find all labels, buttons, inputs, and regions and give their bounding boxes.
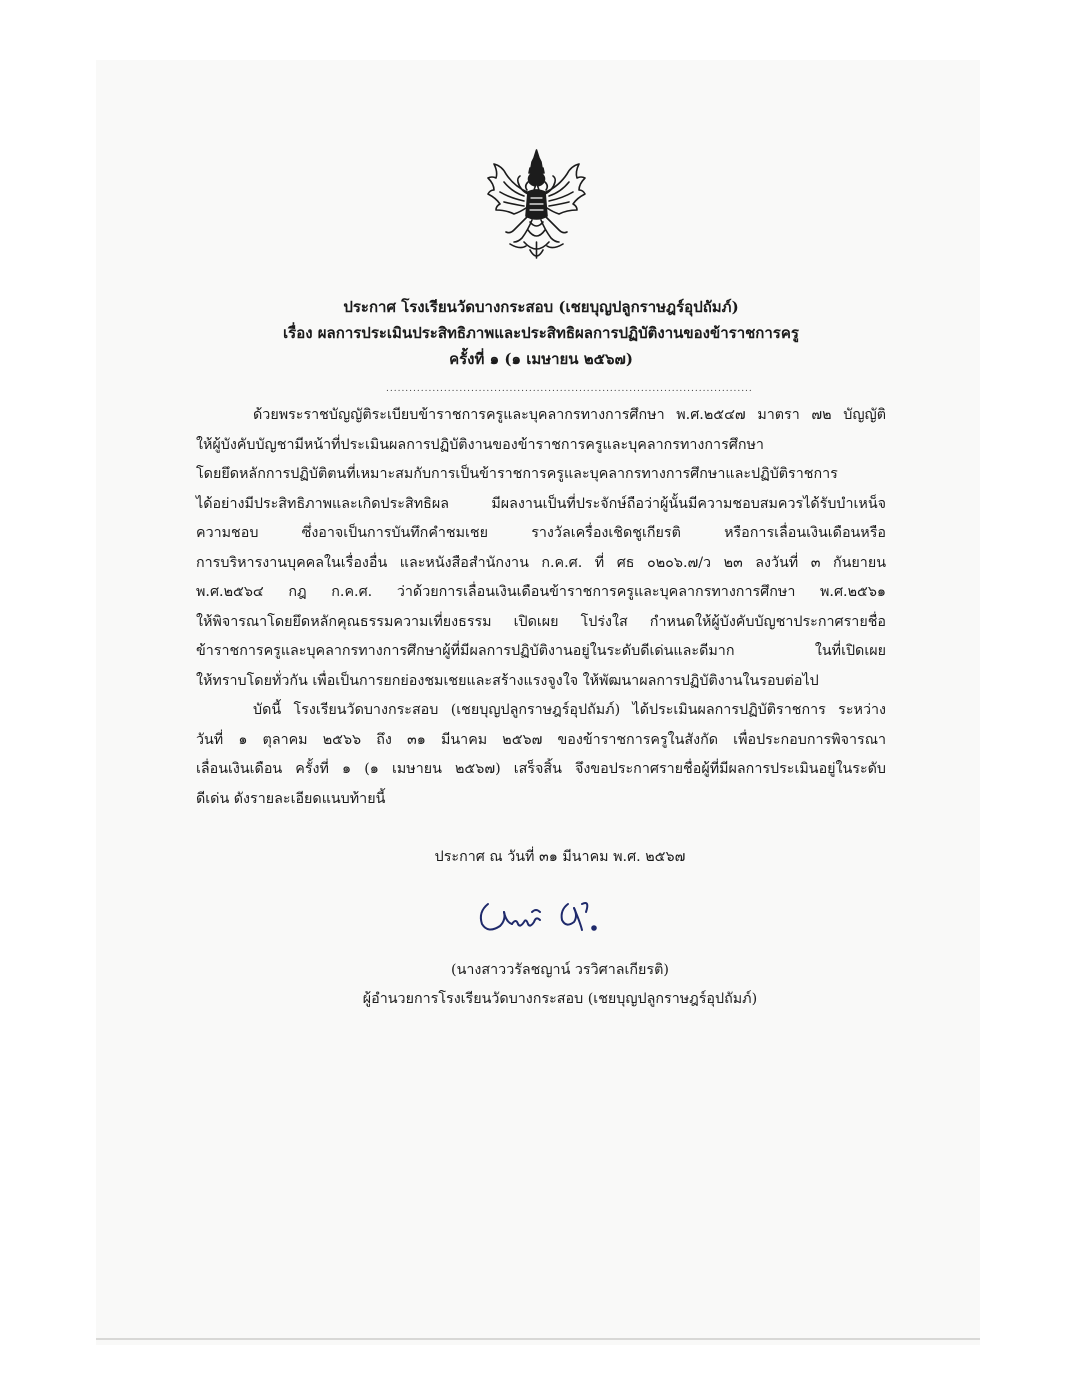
- body-line: ให้ทราบโดยทั่วกัน เพื่อเป็นการยกย่องชมเชยและสร้างแรงจูงใจ ให้พัฒนาผลการปฏิบัติงานในรอบต่อไป: [196, 672, 819, 689]
- body-line: ดีเด่น ดังรายละเอียดแนบท้ายนี้: [196, 790, 386, 807]
- body-line: การบริหารงานบุคคลในเรื่องอื่น และหนังสือสำนักงาน ก.ค.ศ. ที่ ศธ ๐๒๐๖.๗/ว ๒๓ ลงวันที่ ๓ กันยายน: [196, 554, 886, 571]
- body-line: พ.ศ.๒๕๖๔ กฎ ก.ค.ศ. ว่าด้วยการเลื่อนเงินเดือนข้าราชการครูและบุคลากรทางการศึกษา พ.ศ.๒๕๖๑: [196, 584, 886, 600]
- body-line: วันที่ ๑ ตุลาคม ๒๕๖๖ ถึง ๓๑ มีนาคม ๒๕๖๗ ของข้าราชการครูในสังกัด เพื่อประกอบการพิจารณา: [196, 731, 886, 748]
- title-line-1: ประกาศ โรงเรียนวัดบางกระสอบ (เชยบุญปลูกราษฎร์อุปถัมภ์): [343, 298, 739, 316]
- handwritten-signature: [470, 882, 630, 942]
- body-line: โดยยึดหลักการปฏิบัติตนที่เหมาะสมกับการเป็นข้าราชการครูและบุคลากรทางการศึกษาและปฏิบัติราชการ: [196, 466, 838, 482]
- paragraph-2: [196, 696, 886, 814]
- body-line: เลื่อนเงินเดือน ครั้งที่ ๑ (๑ เมษายน ๒๕๖๗) เสร็จสิ้น จึงขอประกาศรายชื่อผู้ที่มีผลการประเมินอยู่ในระดับ: [196, 761, 886, 777]
- paragraph-1: [196, 401, 886, 696]
- body-line: ให้พิจารณาโดยยึดหลักคุณธรรมความเที่ยงธรรม เปิดเผย โปร่งใส กำหนดให้ผู้บังคับบัญชาประกาศรายชื่อ: [196, 613, 886, 630]
- body-line: ความชอบ ซึ่งอาจเป็นการบันทึกคำชมเชย รางวัลเครื่องเชิดชูเกียรติ หรือการเลื่อนเงินเดือนหรือ: [196, 525, 886, 541]
- title-line-3: ครั้งที่ ๑ (๑ เมษายน ๒๕๖๗): [449, 350, 633, 368]
- garuda-emblem-icon: [484, 146, 589, 264]
- signer-name: (นางสาววรัลชญาน์ วรวิศาลเกียรติ): [451, 962, 669, 978]
- signer-position: ผู้อำนวยการโรงเรียนวัดบางกระสอบ (เชยบุญปลูกราษฎร์อุปถัมภ์): [362, 991, 758, 1007]
- body-line: บัดนี้ โรงเรียนวัดบางกระสอบ (เชยบุญปลูกราษฎร์อุปถัมภ์) ได้ประเมินผลการปฏิบัติราชการ ระหว่าง: [253, 702, 886, 718]
- body-line: ให้ผู้บังคับบัญชามีหน้าที่ประเมินผลการปฏิบัติงานของข้าราชการครูและบุคลากรทางการศึกษา: [196, 436, 764, 453]
- body-line: ข้าราชการครูและบุคลากรทางการศึกษาผู้ที่มีผลการปฏิบัติงานอยู่ในระดับดีเด่นและดีมาก ในที่เปิดเผย: [196, 643, 886, 659]
- scan-edge-divider: [96, 1338, 980, 1340]
- body-line: ได้อย่างมีประสิทธิภาพและเกิดประสิทธิผล มีผลงานเป็นที่ประจักษ์ถือว่าผู้นั้นมีความชอบสมควรได้รับบำเหน็จ: [196, 495, 886, 512]
- title-line-2: เรื่อง ผลการประเมินประสิทธิภาพและประสิทธิผลการปฏิบัติงานของข้าราชการครู: [283, 324, 799, 342]
- announcement-title: [196, 294, 886, 372]
- announce-date: ประกาศ ณ วันที่ ๓๑ มีนาคม พ.ศ. ๒๕๖๗: [434, 849, 686, 865]
- body-line: ด้วยพระราชบัญญัติระเบียบข้าราชการครูและบุคลากรทางการศึกษา พ.ศ.๒๕๔๗ มาตรา ๗๒ บัญญัติ: [253, 407, 886, 423]
- dotted-divider: ...............................................................................................: [386, 384, 753, 394]
- announcement-body: [196, 401, 886, 814]
